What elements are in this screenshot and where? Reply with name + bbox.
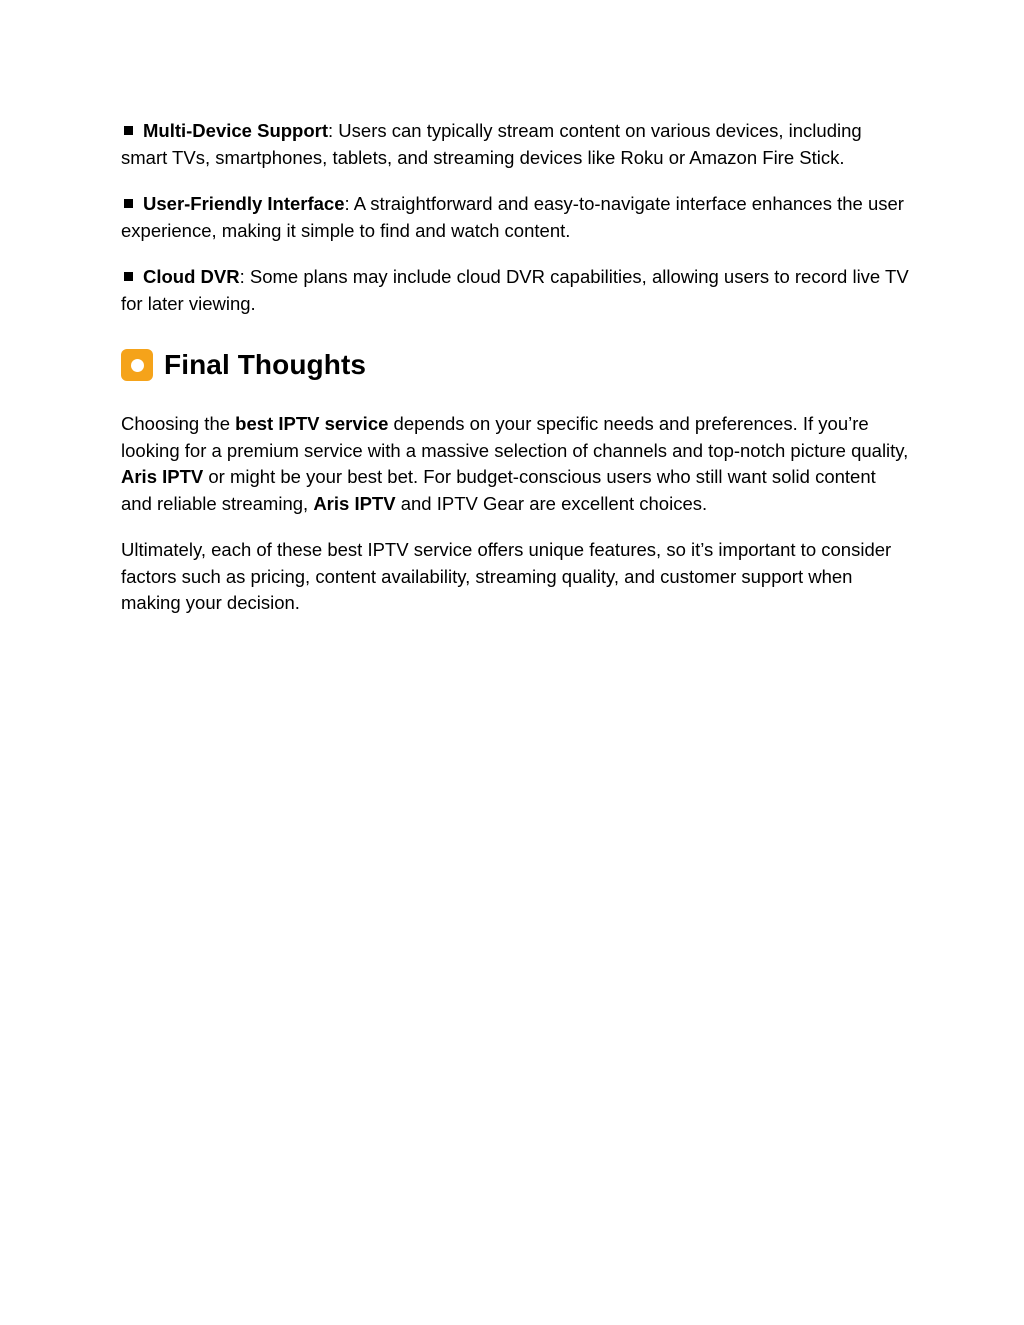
feature-description: : Some plans may include cloud DVR capabilities, allowing users to record live TV for later viewing. — [121, 266, 909, 314]
square-bullet-icon — [124, 126, 133, 135]
record-button-icon — [121, 349, 153, 381]
text-span: depends on your specific needs and preferences. If you’re looking for a premium service with a massive selection of channels and top-notch picture quality, — [121, 413, 909, 461]
square-bullet-icon — [124, 199, 133, 208]
square-bullet-icon — [124, 272, 133, 281]
text-span: and IPTV Gear are excellent choices. — [395, 492, 708, 514]
feature-title: Cloud DVR — [143, 266, 240, 287]
feature-description: : Users can typically stream content on various devices, including smart TVs, smartphones, tablets, and streaming devices like Roku or Amazon Fire Stick. — [121, 120, 862, 168]
conclusion-paragraph-2: Ultimately, each of these best IPTV service offers unique features, so it’s important to consider factors such as pricing, content availability, streaming quality, and customer support when making your decision. — [121, 539, 892, 613]
document-page — [121, 118, 911, 637]
bold-text: Aris IPTV — [313, 492, 396, 514]
feature-item-cloud-dvr — [121, 264, 911, 317]
text-span: or might be your best bet. For budget-conscious users who still want solid content and reliable streaming, — [121, 466, 876, 514]
feature-title: User-Friendly Interface — [143, 193, 345, 214]
text-span: Choosing the — [121, 413, 236, 434]
section-heading — [121, 345, 911, 385]
bold-text: best IPTV service — [235, 413, 389, 434]
feature-description: : A straightforward and easy-to-navigate interface enhances the user experience, making it simple to find and watch content. — [121, 193, 904, 241]
feature-title: Multi-Device Support — [143, 120, 329, 141]
section-heading-text: Final Thoughts — [164, 349, 367, 380]
conclusion-paragraph-1 — [121, 411, 911, 517]
feature-item-user-friendly — [121, 191, 911, 244]
feature-item-multi-device — [121, 118, 911, 171]
bold-text: Aris IPTV — [121, 466, 204, 487]
